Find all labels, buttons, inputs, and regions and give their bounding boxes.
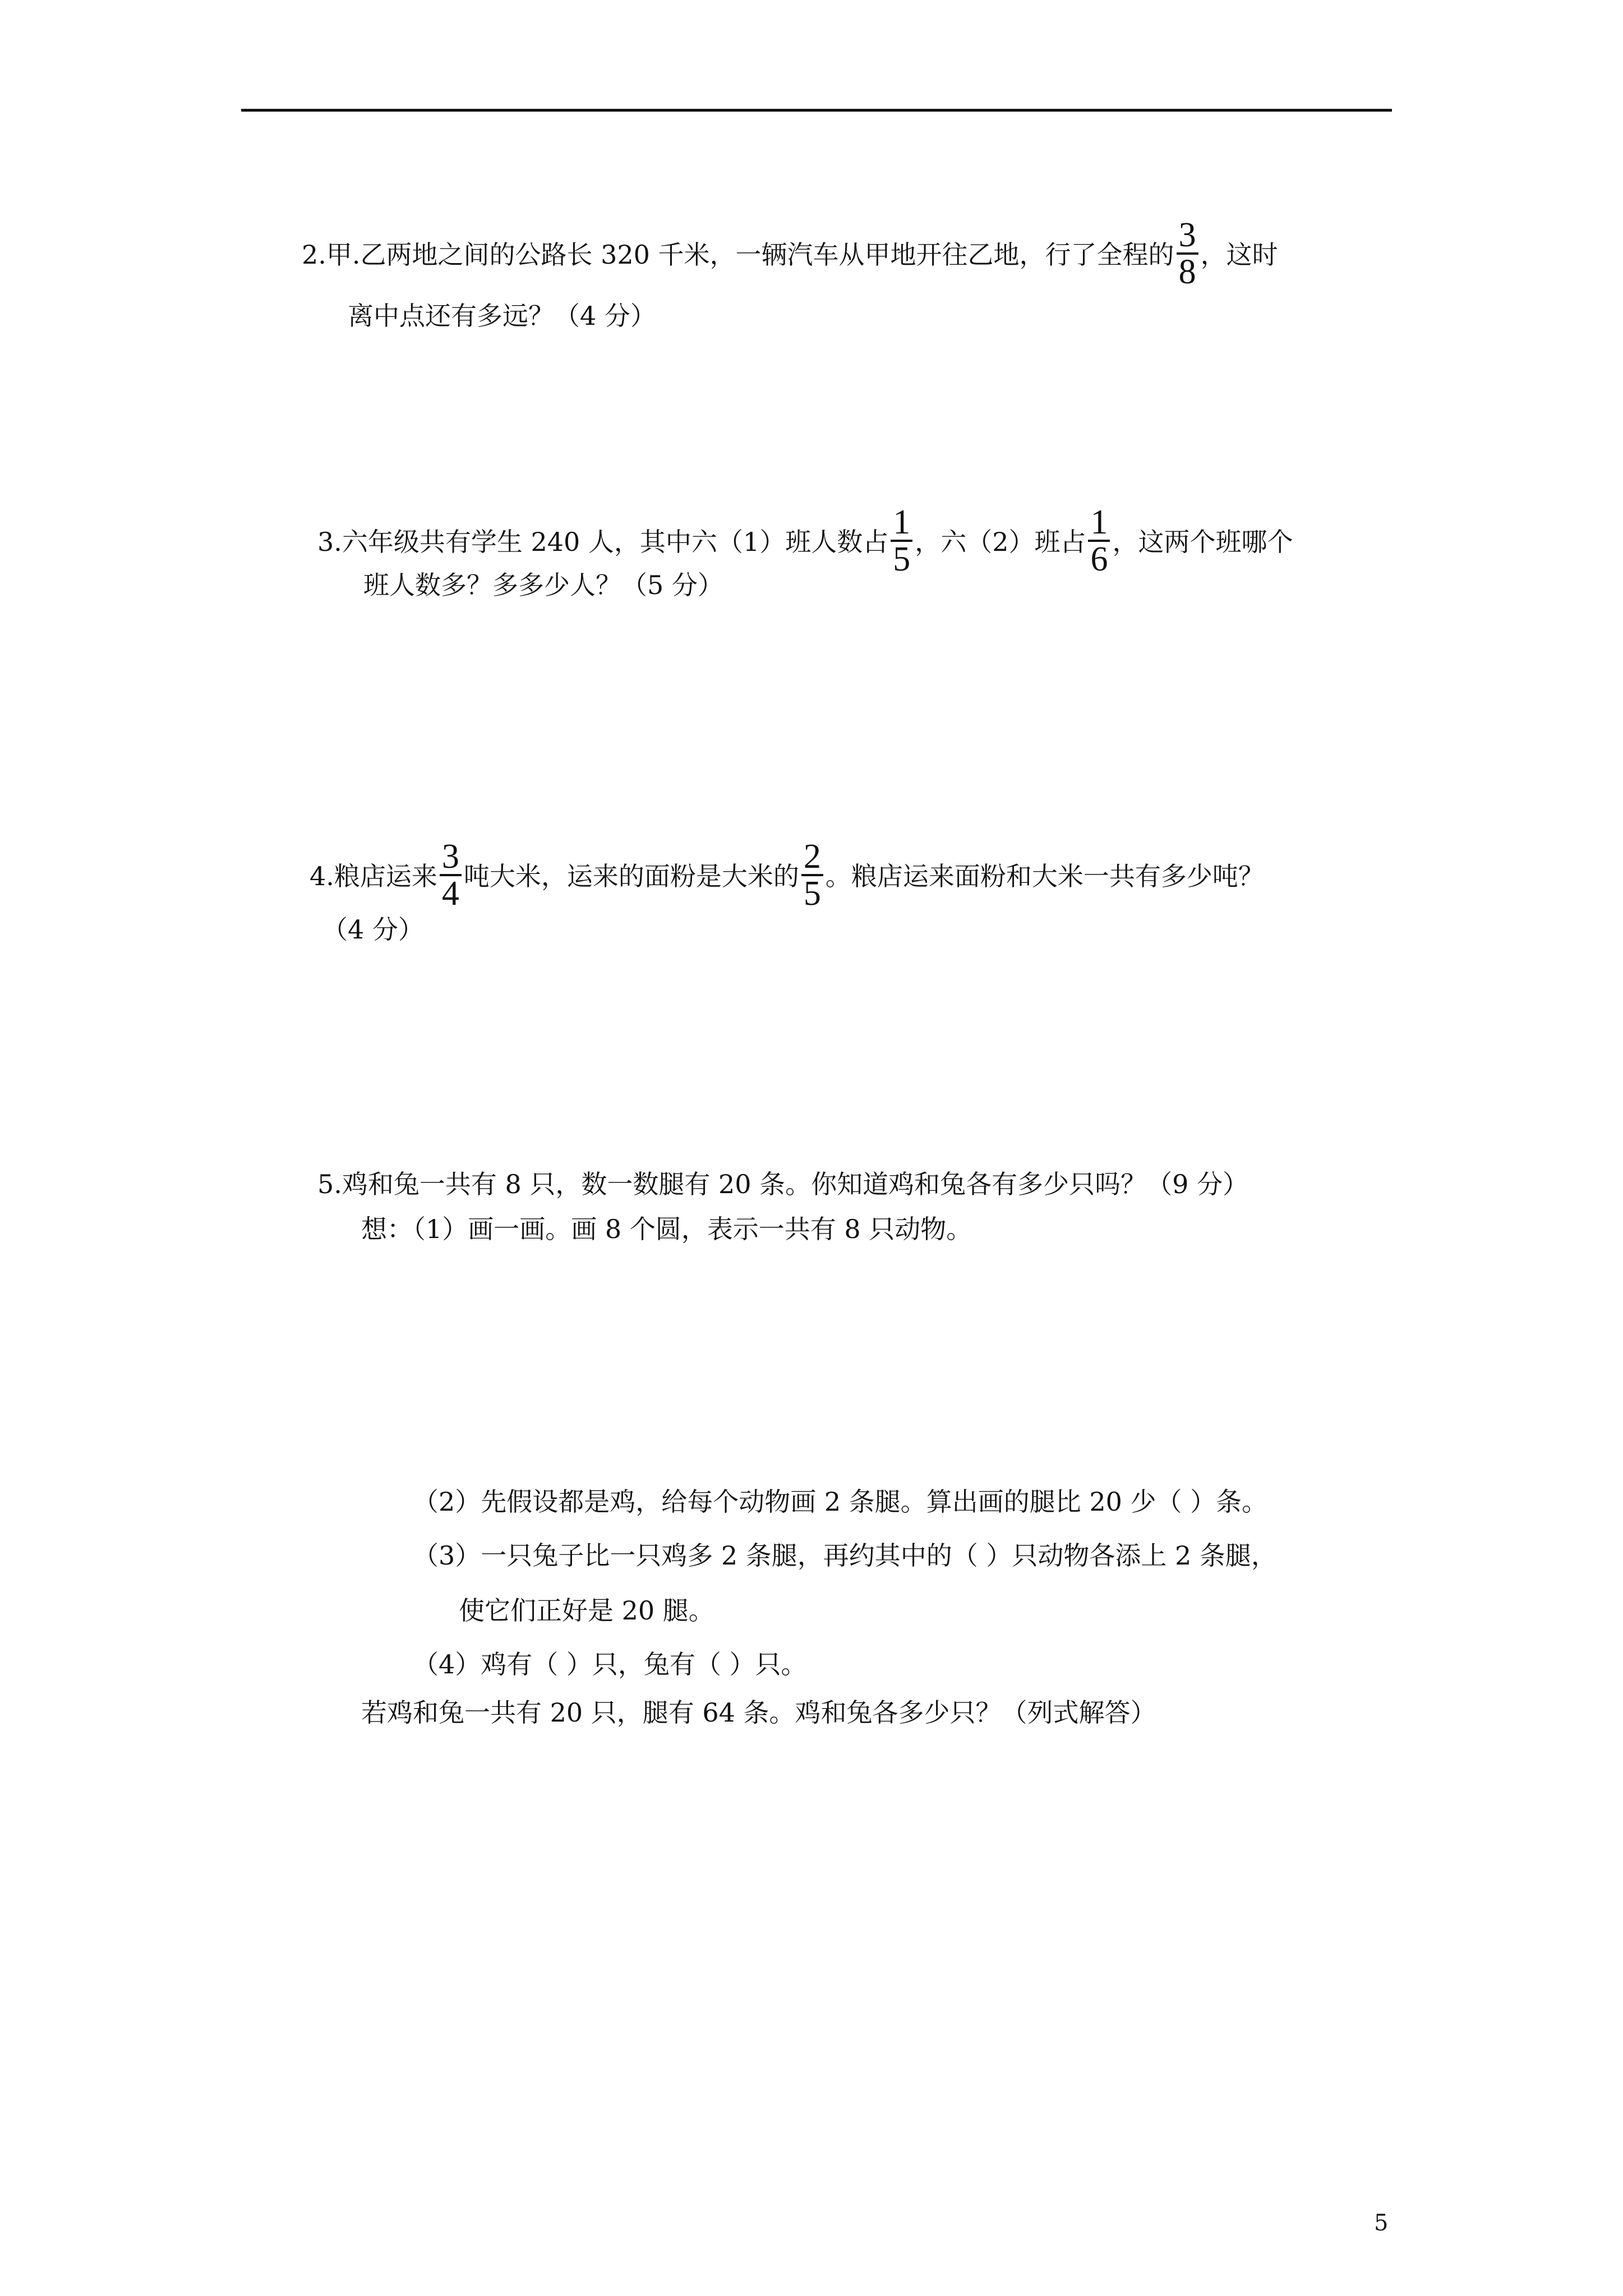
q2-line2: 离中点还有多远？（4 分） <box>348 301 656 331</box>
q4-fraction-1-numerator: 3 <box>440 839 462 876</box>
q3-fraction-2 <box>1088 505 1110 577</box>
q3-line1 <box>317 503 1293 580</box>
q4-fraction-2-denominator: 5 <box>803 875 821 913</box>
q2-fraction-denominator: 8 <box>1178 253 1196 291</box>
q5-step3b: 使它们正好是 20 腿。 <box>459 1595 714 1626</box>
q3-fraction-2-numerator: 1 <box>1088 505 1110 542</box>
q3-text-b: ，六（2）班占 <box>915 527 1086 557</box>
q2-fraction-numerator: 3 <box>1177 218 1198 255</box>
q4-fraction-1-denominator: 4 <box>441 875 459 913</box>
q5-extra: 若鸡和兔一共有 20 只，腿有 64 条。鸡和兔各多少只？（列式解答） <box>361 1697 1156 1728</box>
q3-fraction-1-denominator: 5 <box>893 540 911 578</box>
header-rule <box>241 109 1392 112</box>
q3-fraction-2-denominator: 6 <box>1090 540 1108 578</box>
q2-text-a: 2.甲.乙两地之间的公路长 320 千米，一辆汽车从甲地开往乙地，行了全程的 <box>302 240 1174 270</box>
q5-step3a: （3）一只兔子比一只鸡多 2 条腿，再约其中的（ ）只动物各添上 2 条腿， <box>413 1540 1277 1571</box>
q4-line2: （4 分） <box>322 914 424 945</box>
q3-text-a: 3.六年级共有学生 240 人，其中六（1）班人数占 <box>317 527 889 557</box>
q3-fraction-1-numerator: 1 <box>891 505 912 542</box>
q4-fraction-1 <box>440 839 462 911</box>
q3-line2: 班人数多？多多少人？（5 分） <box>363 570 723 600</box>
q5-line2: 想：（1）画一画。画 8 个圆，表示一共有 8 只动物。 <box>361 1214 972 1244</box>
q5-step4: （4）鸡有（ ）只，兔有（ ）只。 <box>413 1649 807 1680</box>
q2-line1 <box>302 216 1278 293</box>
q2-text-b: ，这时 <box>1200 240 1278 270</box>
q4-fraction-2-numerator: 2 <box>801 839 823 876</box>
q4-text-a: 4.粮店运来 <box>310 861 437 891</box>
q2-fraction <box>1177 218 1198 289</box>
q4-fraction-2 <box>801 839 823 911</box>
page-number: 5 <box>1374 2210 1389 2236</box>
q5-line1: 5.鸡和兔一共有 8 只，数一数腿有 20 条。你知道鸡和兔各有多少只吗？（9 分） <box>317 1169 1249 1199</box>
q4-text-c: 。粮店运来面粉和大米一共有多少吨？ <box>825 861 1264 891</box>
q4-line1 <box>310 838 1264 914</box>
q5-step2: （2）先假设都是鸡，给每个动物画 2 条腿。算出画的腿比 20 少（ ）条。 <box>413 1487 1268 1517</box>
q3-text-c: ，这两个班哪个 <box>1112 527 1293 557</box>
q4-text-b: 吨大米，运来的面粉是大米的 <box>463 861 799 891</box>
q3-fraction-1 <box>891 505 912 577</box>
